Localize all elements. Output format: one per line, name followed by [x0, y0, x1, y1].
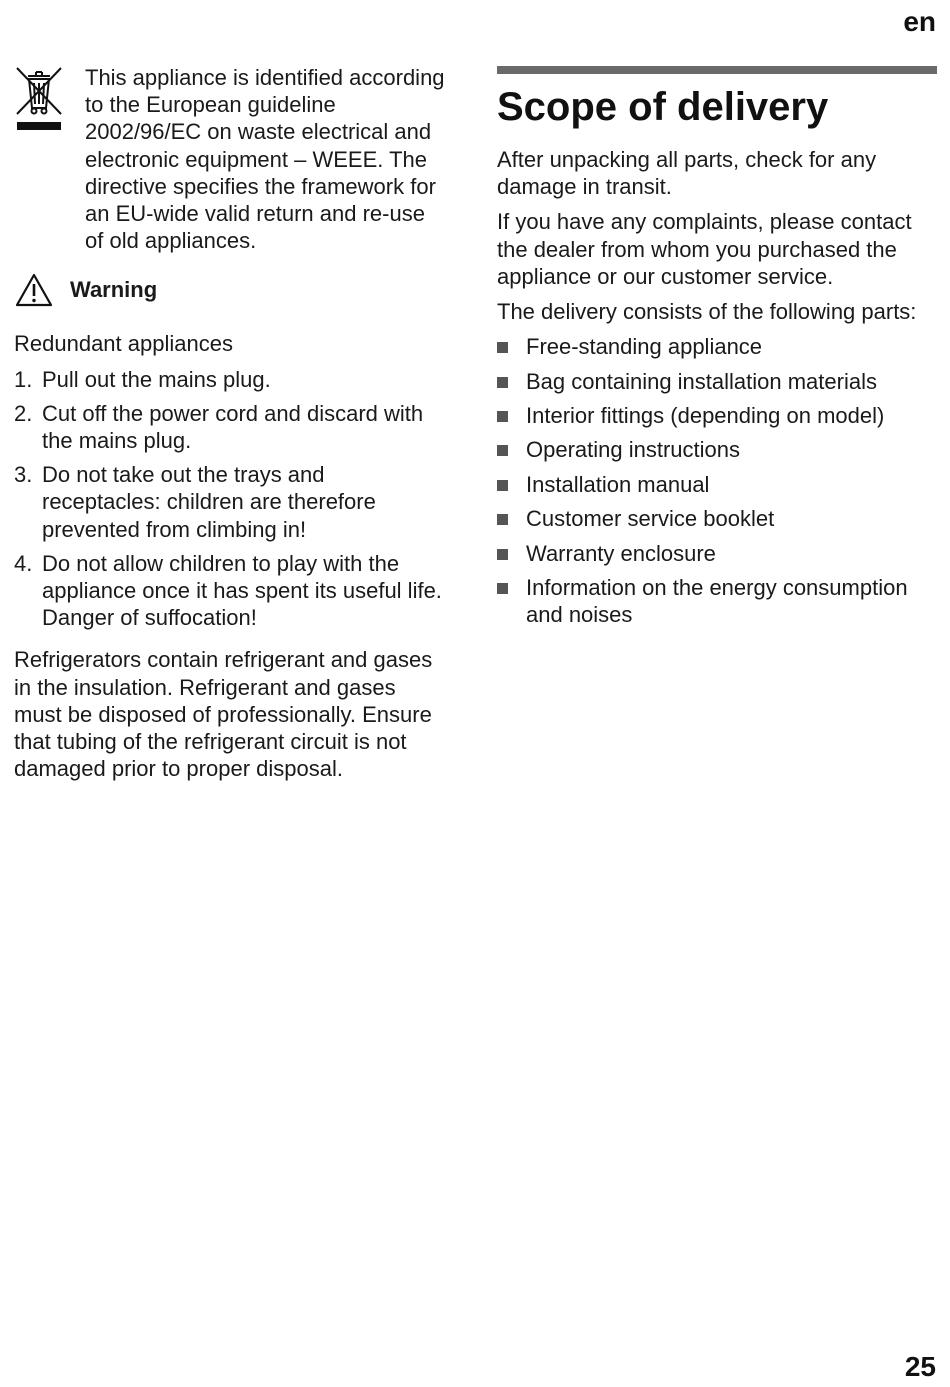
part-label: Operating instructions: [526, 437, 740, 463]
warning-title: Warning: [70, 277, 158, 303]
crossed-out-wheelie-bin-icon: [14, 66, 64, 136]
delivery-paragraph: If you have any complaints, please contact the dealer from whom you purchased the appliance or our customer service.: [497, 209, 912, 289]
weee-notice: [14, 64, 446, 254]
weee-text: This appliance is identified according to the European guideline 2002/96/EC on waste electrical and electronic equipment – WEEE. The directive specifies the framework for an EU-wide valid return and re-use of old appliances.: [85, 65, 445, 254]
step-text: Do not allow children to play with the appliance once it has spent its useful life. Danger of suffocation!: [42, 550, 442, 631]
warning-heading: [14, 272, 446, 308]
part-label: Customer service booklet: [526, 506, 775, 532]
list-item: [14, 366, 446, 393]
delivery-section: [497, 64, 937, 636]
step-number: 2.: [14, 400, 33, 426]
bullet-square-icon: [497, 445, 508, 456]
delivery-parts-list: [497, 333, 937, 628]
delivery-paragraph: After unpacking all parts, check for any damage in transit.: [497, 147, 877, 200]
bullet-square-icon: [497, 342, 508, 353]
bullet-square-icon: [497, 377, 508, 388]
bullet-square-icon: [497, 549, 508, 560]
bullet-square-icon: [497, 411, 508, 422]
delivery-paragraph: The delivery consists of the following parts:: [497, 299, 917, 325]
list-item: [497, 333, 937, 360]
bullet-square-icon: [497, 480, 508, 491]
part-label: Interior fittings (depending on model): [526, 403, 885, 428]
part-label: Information on the energy consumption and noises: [526, 574, 908, 628]
section-rule: [497, 66, 937, 74]
step-number: 1.: [14, 366, 33, 392]
step-number: 3.: [14, 462, 33, 488]
step-text: Pull out the mains plug.: [42, 366, 271, 392]
list-item: [497, 540, 937, 567]
part-label: Free-standing appliance: [526, 334, 763, 360]
step-number: 4.: [14, 550, 33, 576]
language-code: en: [903, 6, 936, 37]
part-label: Bag containing installation materials: [526, 368, 877, 394]
redundant-appliances-subtitle: Redundant appliances: [14, 331, 233, 357]
list-item: [497, 368, 937, 395]
list-item: [497, 402, 937, 429]
refrigerant-disposal-text: Refrigerators contain refrigerant and gases in the insulation. Refrigerant and gases must be disposed of professionally. Ensure that tubing of the refrigerant circuit is not damaged prior to proper disposal.: [14, 647, 433, 782]
section-title: Scope of delivery: [497, 85, 829, 129]
step-text: Do not take out the trays and receptacles: children are therefore prevented from climbing in!: [42, 462, 376, 542]
part-label: Installation manual: [526, 471, 710, 497]
warning-triangle-icon: [14, 272, 54, 308]
list-item: [497, 436, 937, 463]
part-label: Warranty enclosure: [526, 540, 716, 566]
list-item: [14, 461, 446, 543]
list-item: [14, 550, 446, 632]
step-text: Cut off the power cord and discard with the mains plug.: [42, 400, 424, 454]
list-item: [14, 400, 446, 454]
page-number: 25: [904, 1351, 936, 1382]
list-item: [497, 471, 937, 498]
bullet-square-icon: [497, 583, 508, 594]
list-item: [497, 574, 937, 628]
disposal-steps: [14, 366, 446, 632]
list-item: [497, 505, 937, 532]
disposal-section: [14, 64, 446, 790]
bullet-square-icon: [497, 514, 508, 525]
